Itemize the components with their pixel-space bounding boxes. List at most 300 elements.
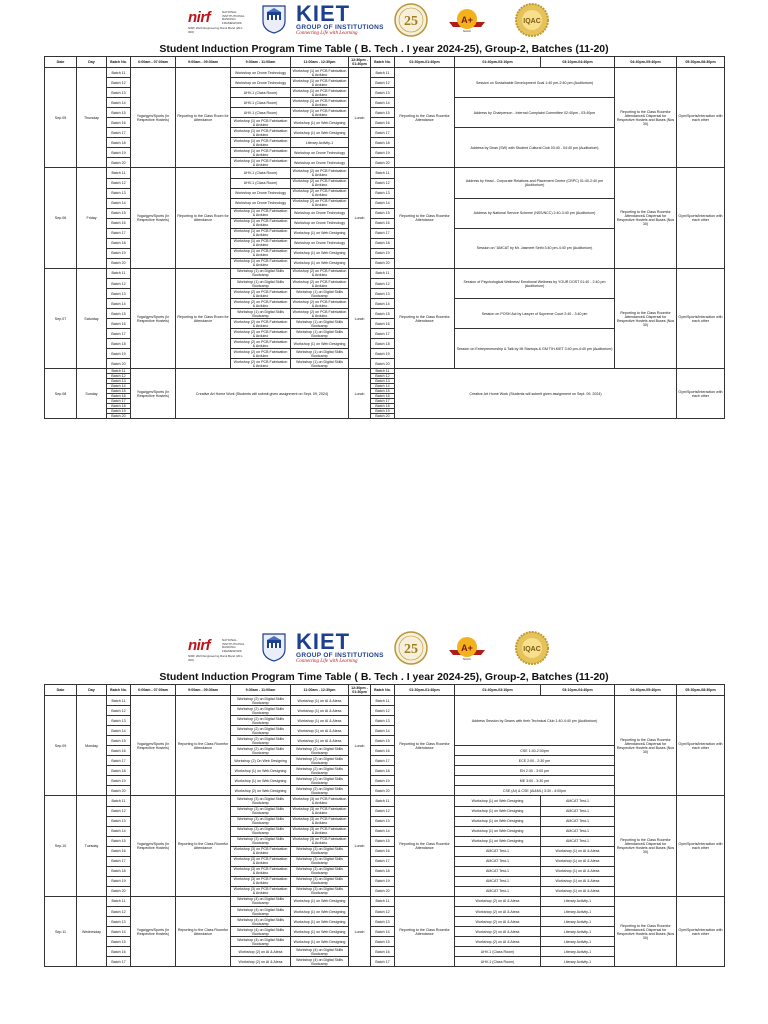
batch-cell: Batch 19 [107, 776, 131, 786]
batch-cell: Batch 12 [371, 806, 395, 816]
session-cell: Workshop (3) on PCB Fabrication & Arduino [231, 846, 291, 856]
lunch-cell: Lunch [349, 68, 371, 168]
session-cell: Workshop (2) on PCB Fabrication & Arduino [291, 198, 349, 208]
column-header: 12:30pm - 01:30pm [349, 685, 371, 696]
session-cell: Workshop (1) on Web Designing [291, 128, 349, 138]
session-cell: Literary Activity-1 [541, 937, 615, 947]
session-cell: Workshop (1) on AI & Alexa [541, 886, 615, 896]
column-header: 12:30pm - 01:30pm [349, 57, 371, 68]
batch-cell: Batch 19 [371, 876, 395, 886]
session-cell: Workshop (1) on Web Designing [291, 927, 349, 937]
session-cell: Workshop (2) on PCB Fabrication & Arduino [231, 359, 291, 369]
batch-cell: Batch 12 [107, 906, 131, 916]
session-cell: Workshop (1) on PCB Fabrication & Arduino [291, 108, 349, 118]
session-cell: Workshop (3) on Digital Skills Bootcamp [291, 846, 349, 856]
session-cell: Workshop (2) on PCB Fabrication & Arduino [231, 289, 291, 299]
session-cell: Workshop (3) on PCB Fabrication & Arduino [231, 856, 291, 866]
session-cell: Workshop (1) on Web Designing [291, 339, 349, 349]
institution-crest-icon [258, 632, 290, 662]
batch-cell: Batch 17 [107, 856, 131, 866]
batch-cell: Batch 19 [371, 349, 395, 359]
svg-text:IQAC: IQAC [523, 646, 541, 653]
session-cell: Workshop (1) on PCB Fabrication & Arduino [231, 238, 291, 248]
table-row [45, 268, 725, 278]
table-row [45, 369, 725, 374]
session-cell: Workshop (1) on AI & Alexa [291, 716, 349, 726]
batch-cell: Batch 15 [371, 836, 395, 846]
session-cell: Workshop (2) on AI & Alexa [455, 896, 541, 906]
session-cell: Workshop (1) on Web Designing [291, 937, 349, 947]
column-header: Batch No. [371, 57, 395, 68]
kiet-logo [296, 629, 388, 668]
batch-cell: Batch 11 [371, 696, 395, 706]
batch-cell: Batch 13 [371, 289, 395, 299]
session-cell: Workshop (2) on Digital Skills Bootcamp [291, 746, 349, 756]
svg-text:NAAC: NAAC [462, 657, 472, 661]
session-cell: Workshop (3) on PCB Fabrication & Arduino [231, 866, 291, 876]
naac-badge-icon [447, 6, 487, 34]
session-cell: Workshop (1) on Digital Skills Bootcamp [231, 268, 291, 278]
reporting-cell: Reporting to the Class Roomfor Attendance [176, 896, 231, 966]
dispersal-cell: Reporting to the Class Roomfor Attendance& Dispersal for Respective Hostels and Buses (Nos 30) [615, 268, 677, 368]
session-cell: Workshop (1) on PCB Fabrication & Arduino [291, 88, 349, 98]
session-cell: Workshop (2) on Digital Skills Bootcamp [291, 756, 349, 766]
session-cell: Workshop (1) on Web Designing [455, 806, 541, 816]
batch-cell: Batch 17 [371, 756, 395, 766]
session-cell: Workshop (2) on PCB Fabrication & Arduino [291, 178, 349, 188]
yoga-cell: Yoga/gym/Sports (In Respective Hostels) [131, 696, 176, 796]
session-cell: AMCAT Test-1 [541, 806, 615, 816]
nirf-logo-text: nirf [188, 637, 211, 654]
session-cell: Literary Activity-1 [541, 957, 615, 967]
session-cell: Workshop (1) on Web Designing [455, 836, 541, 846]
batch-cell: Batch 14 [107, 299, 131, 309]
dispersal-cell: Reporting to the Class Roomfor Attendance& Dispersal for Respective Hostels and Buses (Nos 30) [615, 796, 677, 896]
sheet-title: Student Induction Program Time Table ( B. Tech . I year 2024-25), Group-2, Batches (11-20) [159, 671, 609, 683]
session-cell: Literary Activity-1 [541, 906, 615, 916]
svg-text:IQAC: IQAC [523, 18, 541, 25]
batch-cell: Batch 18 [107, 766, 131, 776]
afternoon-session-cell: Address by Head - Corporate Relations and Placement Centre (CRPC) 01:40-2:40 pm (Auditorium) [455, 168, 615, 198]
batch-cell: Batch 18 [107, 339, 131, 349]
afternoon-session-cell: Session of Psychological Wellness/ Emotional Wellness by YOUR DOST 01:40 - 2:40 pm (Auditorium) [455, 268, 615, 298]
nirf-rank-text: NIRF 2023 Engineering Rank Band (201-300) [188, 26, 243, 34]
session-cell: Workshop (4) on Digital Skills Bootcamp [231, 917, 291, 927]
session-cell: Workshop (2) on Digital Skills Bootcamp [231, 696, 291, 706]
session-cell: Workshop (1) on PCB Fabrication & Arduino [291, 68, 349, 78]
batch-cell: Batch 12 [107, 806, 131, 816]
session-cell: Literary Activity-1 [291, 138, 349, 148]
25-years-badge-icon [393, 630, 429, 666]
session-cell: UHV-1 (Class Room) [231, 88, 291, 98]
session-cell: Workshop (1) on Web Designing [231, 766, 291, 776]
institution-crest-icon [258, 4, 290, 34]
session-cell: Workshop (1) on PCB Fabrication & Arduino [231, 118, 291, 128]
dispersal-cell: Reporting to the Class Roomfor Attendance& Dispersal for Respective Hostels and Buses (Nos 30) [615, 896, 677, 966]
session-cell: Workshop (2) on PCB Fabrication & Arduino [291, 309, 349, 319]
batch-cell: Batch 20 [371, 359, 395, 369]
batch-cell: Batch 17 [107, 957, 131, 967]
batch-cell: Batch 19 [371, 148, 395, 158]
batch-cell: Batch 19 [371, 409, 395, 414]
batch-cell: Batch 11 [371, 896, 395, 906]
reporting-cell: Reporting to the Class Roomfor Attendance [395, 796, 455, 896]
session-cell: Workshop (2) on PCB Fabrication & Arduino [291, 268, 349, 278]
session-cell: Workshop (1) on AI & Alexa [541, 866, 615, 876]
session-cell: AMCAT Test-1 [541, 836, 615, 846]
session-cell: Workshop (1) on PCB Fabrication & Arduino [291, 78, 349, 88]
session-cell: Literary Activity-1 [541, 917, 615, 927]
yoga-cell: Yoga/gym/Sports (In Respective Hostels) [131, 796, 176, 896]
table-row [45, 796, 725, 806]
column-header: 9:00am - 09:30am [176, 57, 231, 68]
batch-cell: Batch 16 [371, 118, 395, 128]
session-cell: Workshop (2) On Web Designing [231, 756, 291, 766]
yoga-cell: Yoga/gym/Sports (In Respective Hostels) [131, 369, 176, 419]
session-cell: Workshop (1) on Web Designing [291, 228, 349, 238]
session-cell: Workshop (1) on Digital Skills Bootcamp [231, 309, 291, 319]
session-cell: Workshop on Drone Technology [231, 188, 291, 198]
batch-cell: Batch 11 [371, 796, 395, 806]
date-cell: Sep.08 [45, 369, 77, 419]
session-cell: Workshop (1) on Web Designing [291, 917, 349, 927]
nirf-rank-text: NIRF 2023 Engineering Rank Band (201-300) [188, 654, 243, 662]
column-header: 03:10pm-04:40pm [541, 57, 615, 68]
club-slot-cell: CSE 1:40-2:00pm [455, 746, 615, 756]
session-cell: Workshop on Drone Technology [291, 218, 349, 228]
batch-cell: Batch 15 [107, 208, 131, 218]
batch-cell: Batch 13 [107, 917, 131, 927]
session-cell: Workshop (4) on Digital Skills Bootcamp [231, 937, 291, 947]
day-cell: Sunday [77, 369, 107, 419]
svg-text:25: 25 [404, 642, 418, 657]
session-cell: Workshop (3) on Digital Skills Bootcamp [231, 796, 291, 806]
session-cell: UHV-1 (Class Room) [455, 947, 541, 957]
batch-cell: Batch 17 [107, 329, 131, 339]
column-header: 9:30am - 11:00am [231, 57, 291, 68]
session-cell: Workshop (2) on AI & Alexa [231, 947, 291, 957]
dispersal-cell: Reporting to the Class Roomfor Attendance& Dispersal for Respective Hostels and Buses (Nos 30) [615, 696, 677, 796]
session-cell: Workshop (2) on Digital Skills Bootcamp [291, 766, 349, 776]
column-header: 11:00am - 12:30pm [291, 57, 349, 68]
batch-cell: Batch 20 [371, 886, 395, 896]
reporting-cell: Reporting to the Class Room for Attendance [176, 68, 231, 168]
session-cell: Workshop (2) on AI & Alexa [231, 957, 291, 967]
session-cell: Workshop (1) on PCB Fabrication & Arduino [231, 148, 291, 158]
svg-text:A+: A+ [461, 15, 473, 25]
batch-cell: Batch 17 [107, 399, 131, 404]
batch-cell: Batch 13 [107, 716, 131, 726]
batch-cell: Batch 12 [371, 374, 395, 379]
kiet-logo-text: KIET [296, 1, 351, 26]
session-cell: Workshop (1) on AI & Alexa [541, 876, 615, 886]
session-cell: Workshop (4) on Digital Skills Bootcamp [291, 947, 349, 957]
batch-cell: Batch 18 [371, 339, 395, 349]
batch-cell: Batch 14 [107, 826, 131, 836]
batch-cell: Batch 12 [107, 178, 131, 188]
reporting-cell: Reporting to the Class Room for Attendance [176, 168, 231, 268]
batch-cell: Batch 14 [107, 384, 131, 389]
session-cell: Workshop on Drone Technology [291, 238, 349, 248]
reporting-cell: Reporting to the Class Roomfor Attendance [395, 168, 455, 268]
session-cell: Workshop (1) on Web Designing [291, 906, 349, 916]
session-cell: Workshop (1) on AI & Alexa [291, 726, 349, 736]
lunch-cell: Lunch [349, 696, 371, 796]
date-cell: Sep.07 [45, 268, 77, 368]
batch-cell: Batch 17 [371, 856, 395, 866]
batch-cell: Batch 14 [371, 927, 395, 937]
session-cell: Workshop (3) on PCB Fabrication & Arduino [231, 886, 291, 896]
batch-cell: Batch 11 [371, 68, 395, 78]
batch-cell: Batch 19 [107, 876, 131, 886]
gym-cell: Gym/Sports/Interaction with each other [677, 68, 725, 168]
session-cell: Workshop (1) on Web Designing [231, 776, 291, 786]
column-header: 01:40pm-03:10pm [455, 685, 541, 696]
svg-text:A+: A+ [461, 643, 473, 653]
batch-cell: Batch 20 [107, 414, 131, 419]
day-cell: Friday [77, 168, 107, 268]
batch-cell: Batch 20 [107, 886, 131, 896]
session-cell: Workshop (4) on Digital Skills Bootcamp [231, 896, 291, 906]
session-cell: Workshop (2) on AI & Alexa [455, 937, 541, 947]
batch-cell: Batch 13 [371, 917, 395, 927]
batch-cell: Batch 15 [371, 309, 395, 319]
column-header: Batch No. [107, 57, 131, 68]
column-header: 11:00am - 12:30pm [291, 685, 349, 696]
column-header: 03:10pm-04:40pm [541, 685, 615, 696]
session-cell: Workshop (2) on PCB Fabrication & Arduino [291, 278, 349, 288]
column-header: Batch No. [107, 685, 131, 696]
session-cell: Workshop (2) on AI & Alexa [455, 906, 541, 916]
session-cell: UHV-1 (Class Room) [231, 178, 291, 188]
svg-text:25: 25 [404, 14, 418, 29]
batch-cell: Batch 15 [371, 208, 395, 218]
session-cell: Workshop (2) on Digital Skills Bootcamp [231, 726, 291, 736]
reporting-cell: Reporting to the Class Roomfor Attendance [395, 896, 455, 966]
session-cell: Workshop (1) on Web Designing [455, 796, 541, 806]
batch-cell: Batch 16 [371, 947, 395, 957]
batch-cell: Batch 13 [107, 289, 131, 299]
yoga-cell: Yoga/gym/Sports (In Respective Hostels) [131, 68, 176, 168]
batch-cell: Batch 18 [371, 138, 395, 148]
batch-cell: Batch 16 [107, 846, 131, 856]
column-header: 01:40pm-03:10pm [455, 57, 541, 68]
session-cell: AMCAT Test-1 [455, 856, 541, 866]
batch-cell: Batch 18 [371, 766, 395, 776]
batch-cell: Batch 11 [107, 68, 131, 78]
gym-cell: Gym/Sports/Interaction with each other [677, 896, 725, 966]
reporting-cell: Reporting to the Class Roomfor Attendance [395, 696, 455, 796]
logo-row [0, 0, 768, 42]
session-cell: Workshop (3) on Digital Skills Bootcamp [231, 836, 291, 846]
day-cell: Thursday [77, 68, 107, 168]
session-cell: Workshop (3) on PCB Fabrication & Arduino [291, 796, 349, 806]
afternoon-session-cell: Session on Entrepreneurship & Talk by IIit Startups & GM TIH-KIET 3:40 pm-4:40 pm (Auditorium) [455, 329, 615, 369]
day-cell: Monday [77, 696, 107, 796]
nirf-logo-subtitle: NATIONAL INSTITUTIONAL RANKING FRAMEWORK [222, 10, 245, 25]
gym-cell: Gym/Sports/Interaction with each other [677, 796, 725, 896]
batch-cell: Batch 17 [107, 228, 131, 238]
gym-cell: Gym/Sports/Interaction with each other [677, 168, 725, 268]
session-cell: Workshop (1) on AI & Alexa [541, 846, 615, 856]
batch-cell: Batch 20 [371, 414, 395, 419]
batch-cell: Batch 11 [371, 168, 395, 178]
batch-cell: Batch 19 [107, 349, 131, 359]
session-cell: UHV-1 (Class Room) [231, 98, 291, 108]
session-cell: Workshop on Drone Technology [291, 158, 349, 168]
column-header: 01:30pm-01:40pm [395, 685, 455, 696]
club-address-cell: Address Session by Deans with their Technical Club 1:40-4:40 pm (Auditorium) [455, 696, 615, 746]
session-cell: AMCAT Test-1 [455, 866, 541, 876]
session-cell: Workshop on Drone Technology [231, 198, 291, 208]
session-cell: Workshop (3) on Digital Skills Bootcamp [291, 866, 349, 876]
session-cell: Workshop (1) on PCB Fabrication & Arduino [231, 138, 291, 148]
batch-cell: Batch 16 [371, 319, 395, 329]
batch-cell: Batch 13 [107, 88, 131, 98]
dispersal-cell: Reporting to the Class Roomfor Attendance& Dispersal for Respective Hostels and Buses (Nos 30) [615, 168, 677, 268]
session-cell: Workshop (1) on AI & Alexa [291, 706, 349, 716]
batch-cell: Batch 16 [107, 218, 131, 228]
batch-cell: Batch 19 [107, 148, 131, 158]
column-header: 6:00am - 07:00am [131, 57, 176, 68]
lunch-cell: Lunch [349, 168, 371, 268]
table-row [45, 168, 725, 178]
session-cell: Workshop (2) on Digital Skills Bootcamp [231, 746, 291, 756]
session-cell: Workshop (3) on Digital Skills Bootcamp [231, 806, 291, 816]
batch-cell: Batch 17 [107, 128, 131, 138]
session-cell: Workshop on Drone Technology [231, 78, 291, 88]
session-cell: Workshop (1) on Web Designing [291, 248, 349, 258]
session-cell: Workshop (3) on PCB Fabrication & Arduino [291, 836, 349, 846]
session-cell: Workshop (2) on AI & Alexa [455, 917, 541, 927]
column-header: 04:40pm-05:40pm [615, 685, 677, 696]
column-header: 05:30pm-08:30pm [677, 685, 725, 696]
session-cell: Workshop (1) on PCB Fabrication & Arduino [231, 258, 291, 268]
session-cell: Workshop (1) on PCB Fabrication & Arduino [231, 208, 291, 218]
batch-cell: Batch 12 [371, 706, 395, 716]
sheet-title: Student Induction Program Time Table ( B. Tech . I year 2024-25), Group-2, Batches (11-20) [159, 43, 609, 55]
afternoon-session-cell: Session on "AMCAT by Mr. Jasmeet Sethi 3:40 pm-4:40 pm (Auditorium) [455, 228, 615, 268]
timetable-sept-09-11 [44, 684, 725, 967]
column-header: 9:00am - 09:30am [176, 685, 231, 696]
session-cell: Workshop (4) on Digital Skills Bootcamp [231, 927, 291, 937]
table-header-row [45, 57, 725, 68]
batch-cell: Batch 13 [107, 379, 131, 384]
reporting-cell: Reporting to the Class Roomfor Attendance [176, 796, 231, 896]
batch-cell: Batch 14 [107, 726, 131, 736]
yoga-cell: Yoga/gym/Sports (In Respective Hostels) [131, 896, 176, 966]
batch-cell: Batch 17 [371, 329, 395, 339]
session-cell: AMCAT Test-1 [541, 826, 615, 836]
session-cell: Workshop (2) on Digital Skills Bootcamp [231, 736, 291, 746]
club-slot-cell: EN 2:30 - 3:00 pm [455, 766, 615, 776]
batch-cell: Batch 16 [107, 947, 131, 957]
nirf-logo-text: nirf [188, 9, 211, 26]
session-cell: Workshop (3) on PCB Fabrication & Arduino [291, 806, 349, 816]
reporting-cell: Reporting to the Class Room for Attendance [176, 268, 231, 368]
session-cell: Workshop (1) on AI & Alexa [291, 696, 349, 706]
session-cell: Workshop (1) on Web Designing [455, 816, 541, 826]
logo-row-2 [0, 628, 768, 670]
session-cell: AMCAT Test-1 [541, 796, 615, 806]
column-header: Day [77, 57, 107, 68]
session-cell: UHV-1 (Class Room) [231, 168, 291, 178]
column-header: 04:40pm-05:40pm [615, 57, 677, 68]
batch-cell: Batch 19 [371, 248, 395, 258]
reporting-cell: Reporting to the Class Roomfor Attendance [395, 268, 455, 368]
session-cell: Workshop (4) on Digital Skills Bootcamp [231, 906, 291, 916]
timetable-page-1 [0, 0, 768, 56]
iqac-seal-icon [514, 630, 550, 666]
batch-cell: Batch 17 [371, 399, 395, 404]
session-cell: Workshop (2) on PCB Fabrication & Arduino [231, 299, 291, 309]
batch-cell: Batch 16 [371, 218, 395, 228]
batch-cell: Batch 20 [107, 158, 131, 168]
batch-cell: Batch 19 [107, 409, 131, 414]
column-header: 9:30am - 11:00am [231, 685, 291, 696]
date-cell: Sep.11 [45, 896, 77, 966]
session-cell: Workshop (3) on Digital Skills Bootcamp [291, 856, 349, 866]
club-slot-cell: ME 3:00 - 3:30 pm [455, 776, 615, 786]
batch-cell: Batch 15 [107, 309, 131, 319]
batch-cell: Batch 17 [371, 228, 395, 238]
session-cell: Workshop (1) on Web Designing [291, 118, 349, 128]
batch-cell: Batch 16 [371, 394, 395, 399]
batch-cell: Batch 12 [107, 78, 131, 88]
afternoon-session-cell: Address by National Service Scheme (NSS/NCC) 2:40-3:40 pm (Auditorium) [455, 198, 615, 228]
batch-cell: Batch 13 [371, 716, 395, 726]
table-row [45, 896, 725, 906]
session-cell: Workshop (3) on Digital Skills Bootcamp [231, 826, 291, 836]
batch-cell: Batch 20 [107, 258, 131, 268]
session-cell: Literary Activity-1 [541, 947, 615, 957]
session-cell: Workshop (2) on Digital Skills Bootcamp [291, 776, 349, 786]
yoga-cell: Yoga/gym/Sports (In Respective Hostels) [131, 268, 176, 368]
session-cell: Workshop (1) on PCB Fabrication & Arduino [231, 248, 291, 258]
table-row [45, 696, 725, 706]
batch-cell: Batch 14 [371, 826, 395, 836]
batch-cell: Batch 16 [371, 846, 395, 856]
gym-cell: Gym/Sports/Interaction with each other [677, 696, 725, 796]
batch-cell: Batch 13 [371, 88, 395, 98]
session-cell: Workshop (3) on Digital Skills Bootcamp [291, 876, 349, 886]
session-cell: Workshop (1) on PCB Fabrication & Arduino [231, 228, 291, 238]
batch-cell: Batch 18 [107, 138, 131, 148]
date-cell: Sep.05 [45, 68, 77, 168]
batch-cell: Batch 15 [107, 736, 131, 746]
batch-cell: Batch 16 [107, 394, 131, 399]
afternoon-session-cell: Address by Dean (SW) with Student Cultural Club 03:40 - 04:40 pm (Auditorium) [455, 128, 615, 168]
nirf-logo [188, 10, 248, 36]
session-cell: Workshop (2) on PCB Fabrication & Arduino [291, 188, 349, 198]
timetable-sept-05-08 [44, 56, 725, 419]
batch-cell: Batch 18 [107, 238, 131, 248]
session-cell: Workshop (2) on PCB Fabrication & Arduino [291, 168, 349, 178]
day-cell: Saturday [77, 268, 107, 368]
kiet-logo-subtitle: GROUP OF INSTITUTIONS [296, 652, 384, 659]
session-cell: Workshop (3) on PCB Fabrication & Arduino [231, 876, 291, 886]
batch-cell: Batch 20 [371, 158, 395, 168]
session-cell: Workshop (1) on Web Designing [291, 258, 349, 268]
session-cell: Workshop (3) on Digital Skills Bootcamp [231, 816, 291, 826]
batch-cell: Batch 14 [371, 299, 395, 309]
batch-cell: Batch 15 [371, 937, 395, 947]
batch-cell: Batch 19 [371, 776, 395, 786]
batch-cell: Batch 18 [371, 404, 395, 409]
lunch-cell: Lunch [349, 796, 371, 896]
nirf-logo [188, 638, 248, 664]
session-cell: Workshop on Drone Technology [291, 208, 349, 218]
